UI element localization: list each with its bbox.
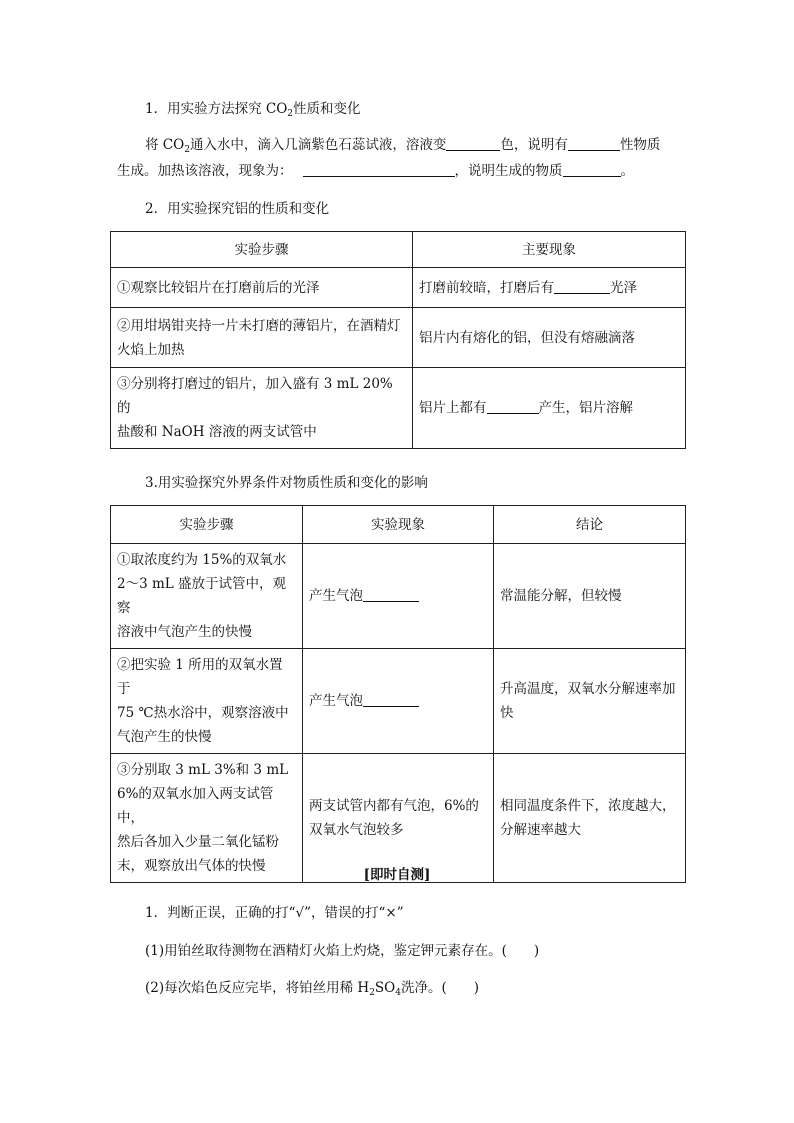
phenomenon-cell: 两支试管内都有气泡，6%的 双氧水气泡较多 [303,754,494,883]
blank [568,138,620,151]
phenomenon-cell: 打磨前较暗，打磨后有 光泽 [413,268,686,308]
phenomenon-cell: 产生气泡 [303,544,494,649]
hydrogen-peroxide-table [110,505,686,883]
step-cell: ②用坩埚钳夹持一片未打磨的薄铝片，在酒精灯 火焰上加热 [111,308,413,368]
table-row [111,649,686,754]
blank [554,281,610,294]
conclusion-cell: 常温能分解，但较慢 [494,544,686,649]
conclusion-cell: 相同温度条件下，浓度越大， 分解速率越大 [494,754,686,883]
section-1-paragraph-line-2: 生成。加热该溶液，现象为： ，说明生成的物质 。 [117,163,634,179]
section-1-paragraph-line-1: 将 $CO_2$通入水中，滴入几滴紫色石蕊试液，溶液变 色，说明有 性物质 [145,137,661,155]
phenomenon-cell: 产生气泡 [303,649,494,754]
aluminum-experiment-table [110,231,686,449]
blank [363,589,419,602]
conclusion-cell: 升高温度，双氧水分解速率加 快 [494,649,686,754]
phenomenon-cell: 铝片内有熔化的铝，但没有熔融滴落 [413,308,686,368]
step-cell: ③分别将打磨过的铝片，加入盛有 3 mL 20%的 盐酸和 NaOH 溶液的两支试管中 [111,368,413,449]
phenomenon-cell: 铝片上都有 产生，铝片溶解 [413,368,686,449]
step-cell: ③分别取 3 mL 3%和 3 mL 6%的双氧水加入两支试管中， 然后各加入少量二氧化锰粉 末，观察放出气体的快慢 [111,754,303,883]
table-row [111,544,686,649]
blank [363,694,419,707]
quiz-item-2: (2)每次焰色反应完毕，将铂丝用稀 $H_2SO_4$洗净。( ) [145,980,480,998]
header-steps: 实验步骤 [111,232,413,268]
section-2-title: 2．用实验探究铝的性质和变化 [145,201,330,217]
table-header-row [111,232,686,268]
header-phenomena: 实验现象 [303,506,494,544]
step-cell: ①取浓度约为 15%的双氧水 2～3 mL 盛放于试管中，观察 溶液中气泡产生的快慢 [111,544,303,649]
table-row [111,368,686,449]
blank [303,164,455,177]
quiz-item-1: (1)用铂丝取待测物在酒精灯火焰上灼烧，鉴定钾元素存在。( ) [145,943,540,959]
quiz-heading: [即时自测] [363,867,431,883]
blank [563,164,621,177]
table-header-row [111,506,686,544]
table-row [111,308,686,368]
header-phenomena: 主要现象 [413,232,686,268]
header-steps: 实验步骤 [111,506,303,544]
table-row [111,754,686,883]
section-3-title: 3.用实验探究外界条件对物质性质和变化的影响 [145,475,428,491]
section-1-title: 1．用实验方法探究 $CO_2$性质和变化 [145,101,361,119]
quiz-question-1: 1．判断正误，正确的打“√”，错误的打“×” [145,905,404,921]
blank [446,138,500,151]
step-cell: ①观察比较铝片在打磨前后的光泽 [111,268,413,308]
header-conclusion: 结论 [494,506,686,544]
blank [487,401,539,414]
step-cell: ②把实验 1 所用的双氧水置于 75 ℃热水浴中，观察溶液中 气泡产生的快慢 [111,649,303,754]
table-row [111,268,686,308]
